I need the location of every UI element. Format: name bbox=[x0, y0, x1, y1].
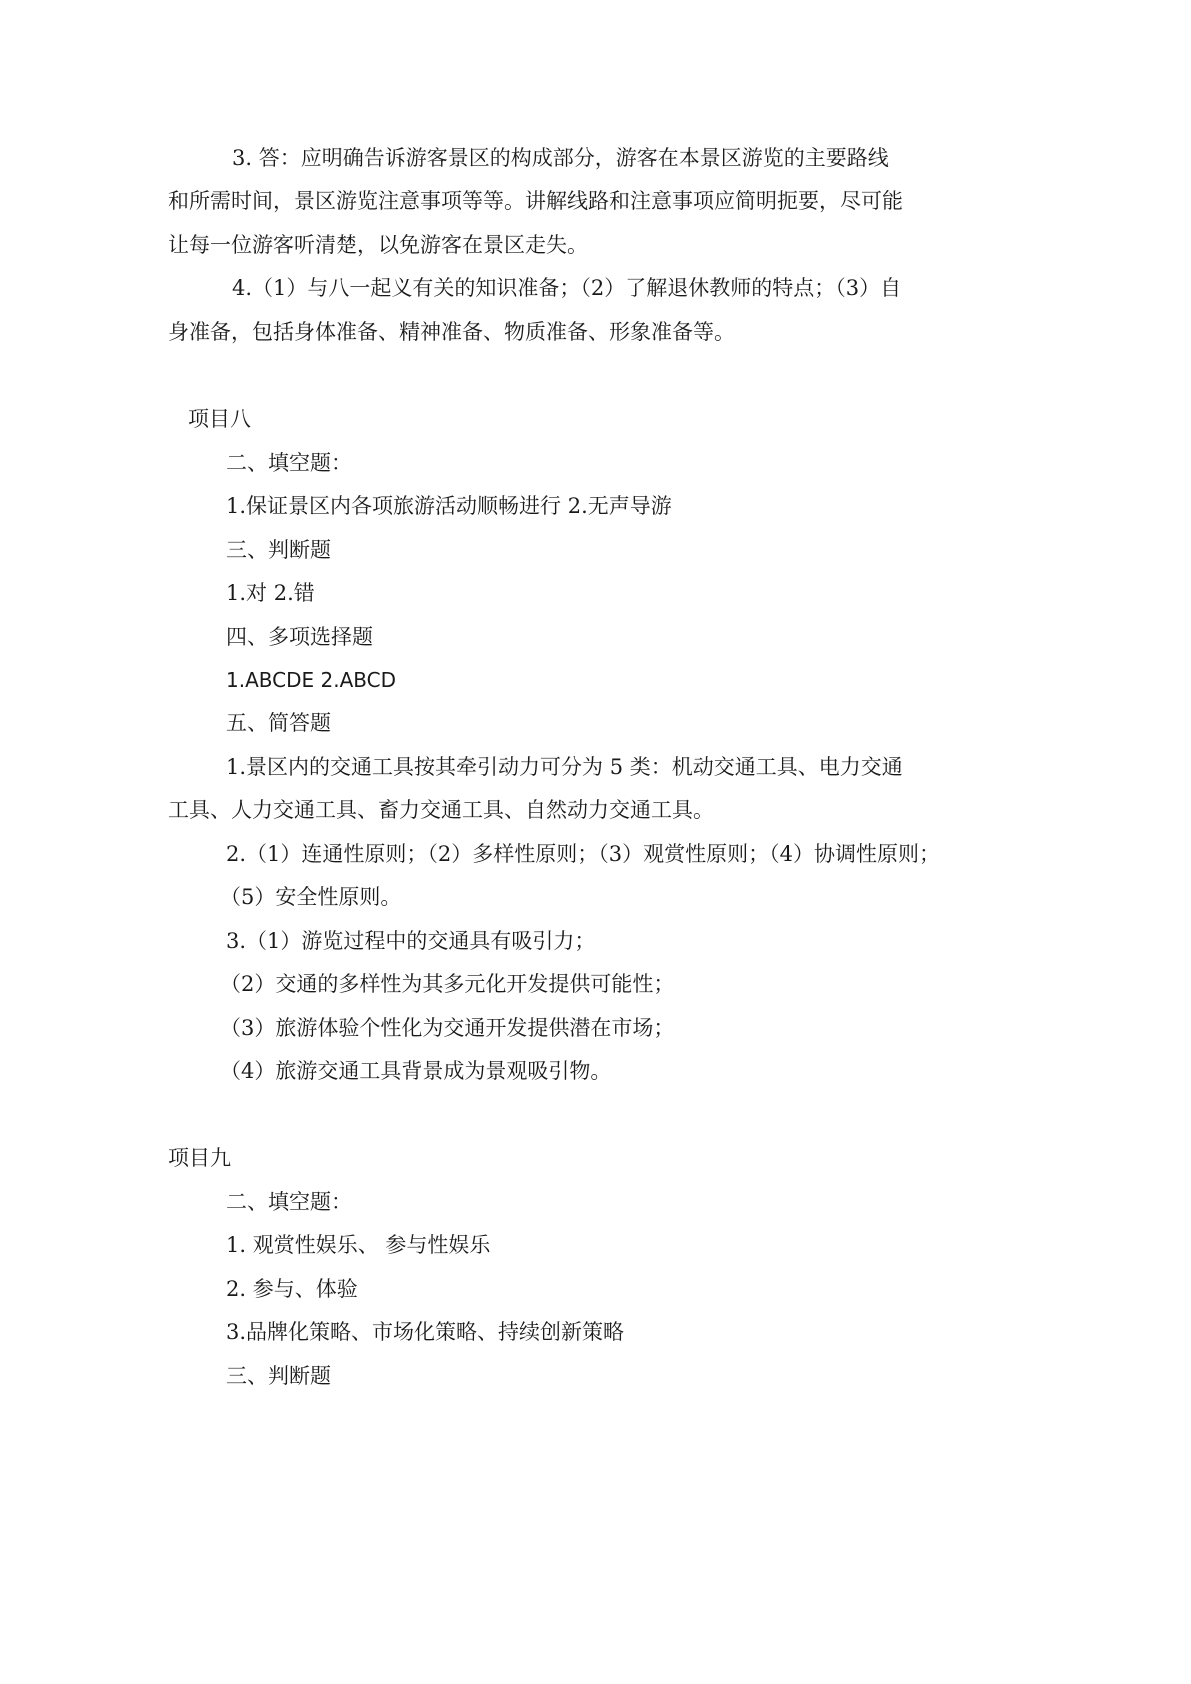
project9-judge-heading: 三、判断题 bbox=[226, 1364, 331, 1388]
project9-fill-3: 3.品牌化策略、市场化策略、持续创新策略 bbox=[226, 1320, 625, 1344]
q4-answer-line-2: 身准备，包括身体准备、精神准备、物质准备、形象准备等。 bbox=[168, 320, 735, 344]
project9-title: 项目九 bbox=[168, 1146, 231, 1170]
project8-short-3-line-2: （2）交通的多样性为其多元化开发提供可能性； bbox=[220, 972, 675, 996]
project8-short-2-line-1: 2.（1）连通性原则；（2）多样性原则；（3）观赏性原则；（4）协调性原则； bbox=[226, 842, 940, 866]
project9-fill-1: 1. 观赏性娱乐、 参与性娱乐 bbox=[226, 1233, 491, 1257]
project8-short-heading: 五、简答题 bbox=[226, 711, 331, 735]
q3-answer-line-2: 和所需时间，景区游览注意事项等等。讲解线路和注意事项应简明扼要，尽可能 bbox=[168, 189, 903, 213]
project9-fill-2: 2. 参与、体验 bbox=[226, 1277, 358, 1301]
project8-judge-answers: 1.对 2.错 bbox=[226, 581, 315, 605]
project8-fill-heading: 二、填空题： bbox=[226, 451, 352, 475]
q3-answer-line-3: 让每一位游客听清楚，以免游客在景区走失。 bbox=[168, 233, 588, 257]
project8-judge-heading: 三、判断题 bbox=[226, 538, 331, 562]
q3-answer-line-1: 3. 答：应明确告诉游客景区的构成部分，游客在本景区游览的主要路线 bbox=[232, 146, 889, 170]
project8-short-3-line-3: （3）旅游体验个性化为交通开发提供潜在市场； bbox=[220, 1016, 675, 1040]
q4-answer-line-1: 4.（1）与八一起义有关的知识准备；（2）了解退休教师的特点；（3）自 bbox=[232, 276, 902, 300]
project8-short-2-line-2: （5）安全性原则。 bbox=[220, 885, 402, 909]
project8-short-1-line-2: 工具、人力交通工具、畜力交通工具、自然动力交通工具。 bbox=[168, 798, 714, 822]
project9-fill-heading: 二、填空题： bbox=[226, 1190, 352, 1214]
project8-multi-heading: 四、多项选择题 bbox=[226, 625, 373, 649]
project8-title: 项目八 bbox=[188, 407, 251, 431]
project8-short-1-line-1: 1.景区内的交通工具按其牵引动力可分为 5 类：机动交通工具、电力交通 bbox=[226, 755, 903, 779]
project8-multi-answers: 1.ABCDE 2.ABCD bbox=[226, 668, 396, 692]
project8-short-3-line-4: （4）旅游交通工具背景成为景观吸引物。 bbox=[220, 1059, 612, 1083]
project8-fill-answers: 1.保证景区内各项旅游活动顺畅进行 2.无声导游 bbox=[226, 494, 672, 518]
project8-short-3-line-1: 3.（1）游览过程中的交通具有吸引力； bbox=[226, 929, 596, 953]
